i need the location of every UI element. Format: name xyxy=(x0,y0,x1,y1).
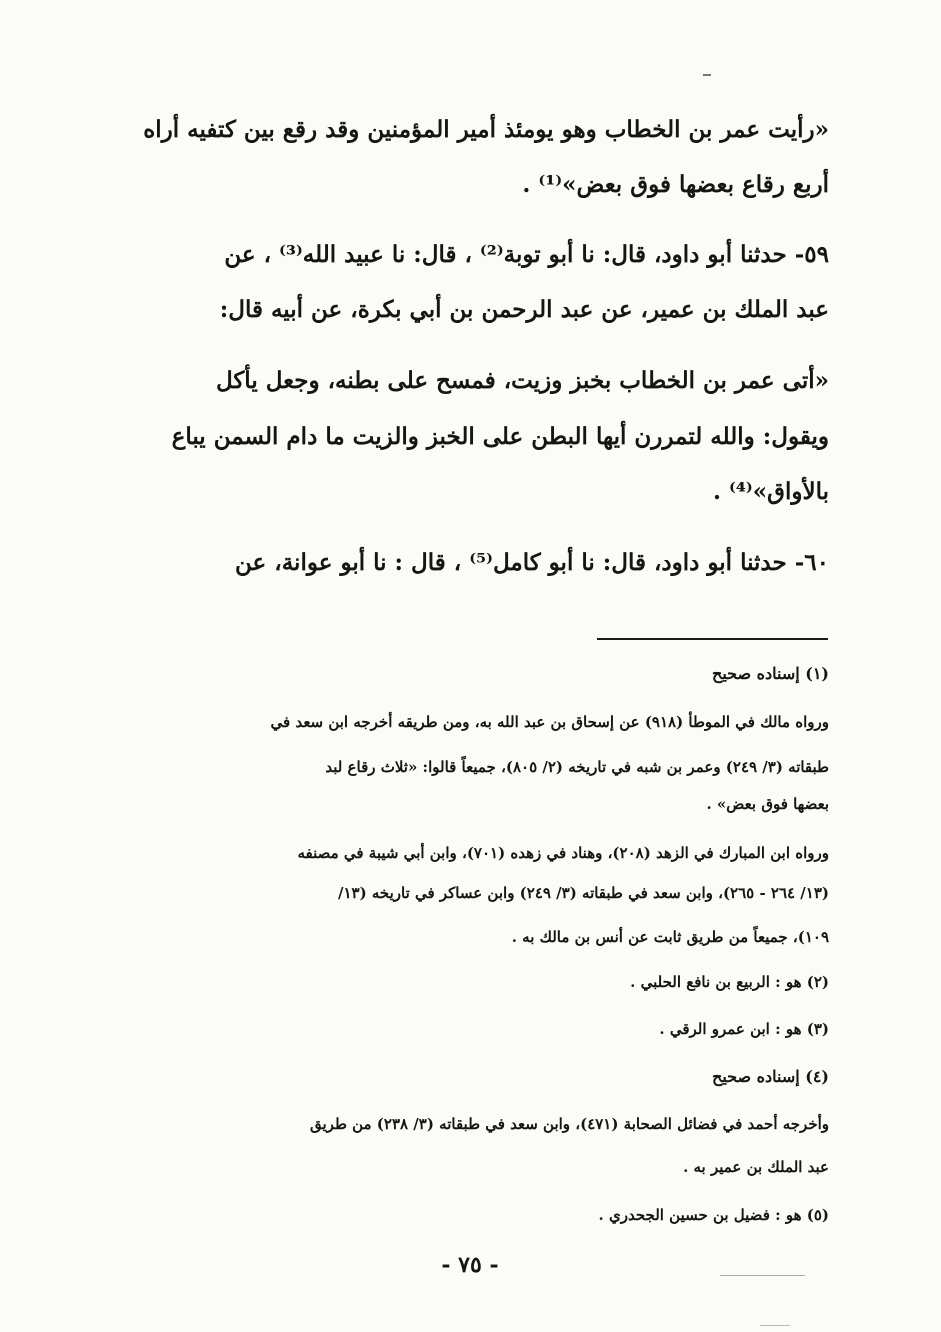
footnote-1-line-4: ورواه ابن المبارك في الزهد (٢٠٨)، وهناد في زهده (٧٠١)، وابن أبي شيبة في مصنفه xyxy=(297,844,829,862)
hadith-59-quote-line-3: بالأواق»⁽⁴⁾ . xyxy=(712,478,829,505)
hadith-59-quote-line-2: ويقول: والله لتمررن أيها البطن على الخبز والزيت ما دام السمن يباع xyxy=(171,423,829,450)
footnote-separator xyxy=(597,638,828,640)
footnote-1-line-1: ورواه مالك في الموطأ (٩١٨) عن إسحاق بن عبد الله به، ومن طريقه أخرجه ابن سعد في xyxy=(270,713,829,731)
footnote-4-line-2: عبد الملك بن عمير به . xyxy=(683,1158,829,1176)
footnote-4-line-1: وأخرجه أحمد في فضائل الصحابة (٤٧١)، وابن سعد في طبقاته (٣/ ٢٣٨) من طريق xyxy=(310,1115,829,1133)
page-number: - ٧٥ - xyxy=(441,1252,499,1278)
footnote-1-line-5: (١٣/ ٢٦٤ - ٢٦٥)، وابن سعد في طبقاته (٣/ ٢٤٩) وابن عساكر في تاريخه (١٣/ xyxy=(337,884,829,902)
hadith-59-line-2: عبد الملك بن عمير، عن عبد الرحمن بن أبي بكرة، عن أبيه قال: xyxy=(219,296,829,323)
footnote-5: (٥) هو : فضيل بن حسين الجحدري . xyxy=(598,1206,829,1224)
footnote-1-line-2: طبقاته (٣/ ٢٤٩) وعمر بن شبه في تاريخه (٢/ ٨٠٥)، جميعاً قالوا: «ثلاث رقاع لبد xyxy=(325,758,829,776)
footnote-1-line-3: بعضها فوق بعض» . xyxy=(706,795,829,813)
footnote-1-line-6: ١٠٩)، جميعاً من طريق ثابت عن أنس بن مالك به . xyxy=(511,928,829,946)
footnote-3: (٣) هو : ابن عمرو الرقي . xyxy=(659,1020,829,1038)
main-text-line-1: «رأيت عمر بن الخطاب وهو يومئذ أمير المؤمنين وقد رقع بين كتفيه أراه xyxy=(143,116,829,143)
footnote-4-heading: (٤) إسناده صحيح xyxy=(711,1067,829,1086)
scan-speck xyxy=(703,74,711,76)
scan-mark xyxy=(760,1325,790,1326)
footnote-1-heading: (١) إسناده صحيح xyxy=(711,664,829,683)
scan-mark xyxy=(720,1275,805,1276)
hadith-59-line-1: ٥٩- حدثنا أبو داود، قال: نا أبو توبة⁽²⁾ ، قال: نا عبيد الله⁽³⁾ ، عن xyxy=(224,241,829,268)
hadith-59-quote-line-1: «أتى عمر بن الخطاب بخبز وزيت، فمسح على بطنه، وجعل يأكل xyxy=(215,367,829,394)
hadith-60-line-1: ٦٠- حدثنا أبو داود، قال: نا أبو كامل⁽⁵⁾ ، قال : نا أبو عوانة، عن xyxy=(235,549,829,576)
main-text-line-2: أربع رقاع بعضها فوق بعض»⁽¹⁾ . xyxy=(522,171,829,198)
footnote-2: (٢) هو : الربيع بن نافع الحلبي . xyxy=(630,973,829,991)
